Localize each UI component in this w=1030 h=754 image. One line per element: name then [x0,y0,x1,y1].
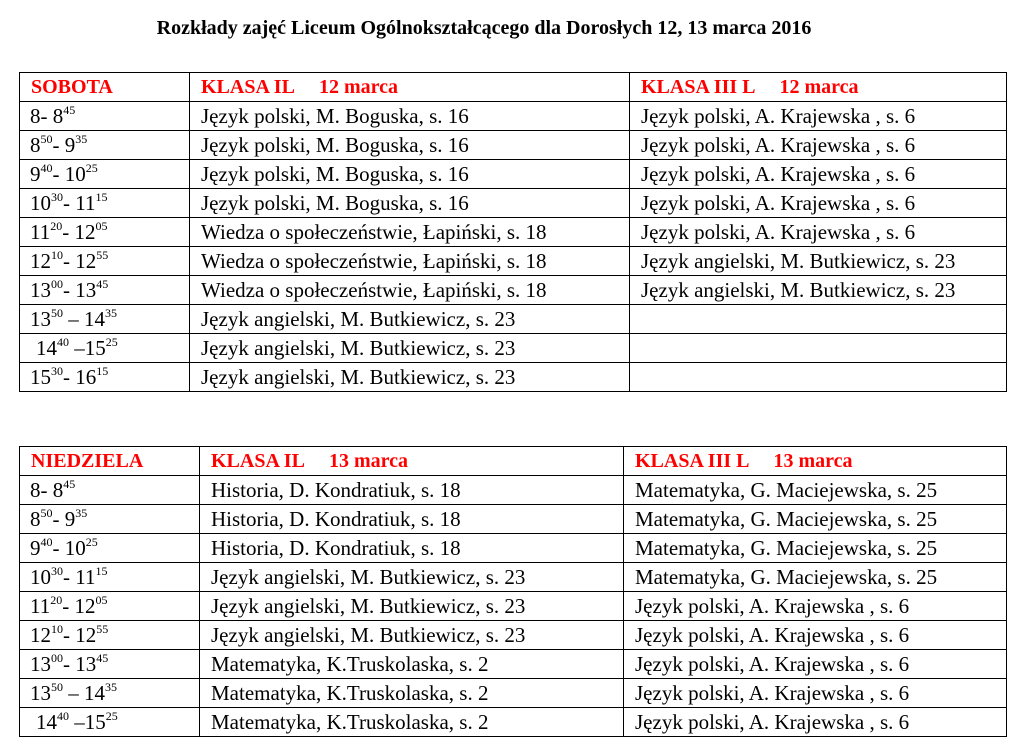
time-end-minutes: 15 [96,364,109,378]
saturday-table-body [20,73,1007,392]
time-end-minutes: 25 [85,161,98,175]
table-header-row [20,447,1007,476]
time-end-hour: –15 [69,710,106,734]
table-row [20,131,1007,160]
class-2-lesson-cell: Język polski, A. Krajewska , s. 6 [624,621,1007,650]
time-start-minutes: 00 [51,651,63,665]
table-row [20,363,1007,392]
class-2-lesson-cell: Język polski, A. Krajewska , s. 6 [630,131,1007,160]
time-end-hour: - 9 [52,133,76,157]
class-2-lesson-cell: Język polski, A. Krajewska , s. 6 [630,218,1007,247]
class-1-lesson-cell: Język polski, M. Boguska, s. 16 [190,160,630,189]
table-row [20,160,1007,189]
day-header: SOBOTA [20,73,190,102]
time-start-hour: 14 [36,710,57,734]
time-start-minutes: 10 [51,248,63,262]
table-row [20,708,1007,737]
time-end-minutes: 45 [96,277,109,291]
time-cell [20,679,200,708]
time-end-minutes: 15 [95,190,108,204]
time-start-hour: 12 [30,249,51,273]
class-2-lesson-cell: Język polski, A. Krajewska , s. 6 [630,102,1007,131]
time-cell [20,189,190,218]
table-row [20,679,1007,708]
time-start-minutes: 50 [40,506,53,520]
time-start-minutes: 50 [51,306,63,320]
time-end-minutes: 55 [96,622,109,636]
table-row [20,218,1007,247]
time-cell [20,363,190,392]
time-cell [20,476,200,505]
table-row [20,476,1007,505]
class-header-2 [630,73,1007,102]
class-1-lesson-cell: Matematyka, K.Truskolaska, s. 2 [200,679,624,708]
time-end-hour: - 16 [63,365,97,389]
class-2-lesson-cell: Język polski, A. Krajewska , s. 6 [630,160,1007,189]
class-header-1 [200,447,624,476]
class-1-lesson-cell: Matematyka, K.Truskolaska, s. 2 [200,708,624,737]
time-end-minutes: 35 [75,506,88,520]
table-row [20,305,1007,334]
time-start-hour: 9 [30,162,41,186]
class-2-lesson-cell [630,363,1007,392]
time-start-minutes: 45 [63,103,76,117]
day-header: NIEDZIELA [20,447,200,476]
class-1-lesson-cell: Wiedza o społeczeństwie, Łapiński, s. 18 [190,218,630,247]
saturday-schedule-table [19,72,1007,392]
time-start-hour: 13 [30,681,51,705]
class-name: KLASA III L [641,76,756,98]
time-cell [20,334,190,363]
class-1-lesson-cell: Język polski, M. Boguska, s. 16 [190,131,630,160]
time-start-minutes: 40 [40,535,53,549]
time-end-minutes: 55 [96,248,109,262]
time-start-hour: 8- 8 [30,478,64,502]
time-start-minutes: 45 [63,477,76,491]
class-date: 13 marca [773,450,853,472]
page-title: Rozkłady zajęć Liceum Ogólnokształcącego dla Dorosłych 12, 13 marca 2016 [156,17,812,39]
time-end-hour: - 9 [52,507,76,531]
table-row [20,247,1007,276]
time-end-minutes: 25 [105,335,118,349]
time-start-minutes: 40 [57,335,69,349]
time-start-minutes: 30 [51,364,63,378]
time-start-hour: 8- 8 [30,104,64,128]
time-cell [20,276,190,305]
class-name: KLASA IL [211,450,305,472]
class-1-lesson-cell: Język angielski, M. Butkiewicz, s. 23 [190,334,630,363]
time-end-hour: – 14 [63,307,105,331]
class-name: KLASA III L [635,450,750,472]
table-row [20,276,1007,305]
class-1-lesson-cell: Język angielski, M. Butkiewicz, s. 23 [190,305,630,334]
time-start-minutes: 20 [50,219,63,233]
time-start-minutes: 20 [50,593,63,607]
table-row [20,534,1007,563]
class-date: 12 marca [318,76,398,98]
time-cell [20,505,200,534]
time-start-hour: 10 [30,565,51,589]
time-cell [20,102,190,131]
class-2-lesson-cell: Język polski, A. Krajewska , s. 6 [630,189,1007,218]
class-header-1 [190,73,630,102]
time-end-minutes: 15 [95,564,108,578]
class-2-lesson-cell: Język angielski, M. Butkiewicz, s. 23 [630,276,1007,305]
time-start-hour: 13 [30,278,51,302]
table-row [20,563,1007,592]
time-start-hour: 13 [30,652,51,676]
class-1-lesson-cell: Matematyka, K.Truskolaska, s. 2 [200,650,624,679]
time-start-minutes: 40 [40,161,53,175]
class-1-lesson-cell: Historia, D. Kondratiuk, s. 18 [200,476,624,505]
table-row [20,621,1007,650]
time-cell [20,621,200,650]
time-end-minutes: 25 [105,709,118,723]
class-1-lesson-cell: Język angielski, M. Butkiewicz, s. 23 [190,363,630,392]
time-cell [20,305,190,334]
class-2-lesson-cell: Matematyka, G. Maciejewska, s. 25 [624,534,1007,563]
class-1-lesson-cell: Język polski, M. Boguska, s. 16 [190,189,630,218]
class-1-lesson-cell: Historia, D. Kondratiuk, s. 18 [200,505,624,534]
time-end-minutes: 05 [95,219,108,233]
class-1-lesson-cell: Język angielski, M. Butkiewicz, s. 23 [200,592,624,621]
table-header-row [20,73,1007,102]
time-end-minutes: 35 [75,132,88,146]
time-end-hour: - 12 [63,249,97,273]
time-end-hour: - 12 [62,220,96,244]
table-row [20,650,1007,679]
class-1-lesson-cell: Historia, D. Kondratiuk, s. 18 [200,534,624,563]
time-end-hour: - 11 [63,565,96,589]
class-2-lesson-cell: Język polski, A. Krajewska , s. 6 [624,592,1007,621]
time-cell [20,534,200,563]
time-end-minutes: 35 [105,680,117,694]
time-start-minutes: 00 [51,277,63,291]
sunday-table-body [20,447,1007,737]
sunday-schedule-table [19,446,1007,737]
class-1-lesson-cell: Język angielski, M. Butkiewicz, s. 23 [200,621,624,650]
time-cell [20,218,190,247]
time-end-hour: –15 [69,336,106,360]
class-date: 13 marca [328,450,408,472]
class-1-lesson-cell: Język angielski, M. Butkiewicz, s. 23 [200,563,624,592]
time-start-hour: 11 [30,220,51,244]
time-start-minutes: 10 [51,622,63,636]
table-row [20,102,1007,131]
class-2-lesson-cell: Język polski, A. Krajewska , s. 6 [624,650,1007,679]
class-2-lesson-cell: Język polski, A. Krajewska , s. 6 [624,708,1007,737]
table-row [20,505,1007,534]
class-2-lesson-cell: Język polski, A. Krajewska , s. 6 [624,679,1007,708]
class-2-lesson-cell: Matematyka, G. Maciejewska, s. 25 [624,505,1007,534]
time-end-hour: - 12 [63,623,97,647]
time-start-hour: 15 [30,365,51,389]
table-row [20,189,1007,218]
time-cell [20,650,200,679]
time-end-hour: - 10 [52,162,86,186]
class-date: 12 marca [779,76,859,98]
time-start-hour: 8 [30,133,41,157]
time-start-hour: 12 [30,623,51,647]
time-start-hour: 9 [30,536,41,560]
time-cell [20,160,190,189]
class-2-lesson-cell: Matematyka, G. Maciejewska, s. 25 [624,563,1007,592]
class-2-lesson-cell: Matematyka, G. Maciejewska, s. 25 [624,476,1007,505]
time-start-hour: 8 [30,507,41,531]
time-end-hour: – 14 [63,681,105,705]
time-end-hour: - 13 [63,278,97,302]
time-end-hour: - 11 [63,191,96,215]
class-name: KLASA IL [201,76,295,98]
time-start-minutes: 30 [51,564,63,578]
time-start-hour: 13 [30,307,51,331]
time-start-hour: 14 [36,336,57,360]
class-2-lesson-cell: Język angielski, M. Butkiewicz, s. 23 [630,247,1007,276]
time-end-hour: - 10 [52,536,86,560]
time-start-minutes: 50 [40,132,53,146]
time-end-hour: - 13 [63,652,97,676]
class-1-lesson-cell: Wiedza o społeczeństwie, Łapiński, s. 18 [190,276,630,305]
time-start-minutes: 30 [51,190,63,204]
time-end-minutes: 25 [85,535,98,549]
time-end-hour: - 12 [62,594,96,618]
time-cell [20,563,200,592]
time-end-minutes: 05 [95,593,108,607]
time-end-minutes: 45 [96,651,109,665]
class-1-lesson-cell: Wiedza o społeczeństwie, Łapiński, s. 18 [190,247,630,276]
time-cell [20,131,190,160]
class-2-lesson-cell [630,305,1007,334]
class-1-lesson-cell: Język polski, M. Boguska, s. 16 [190,102,630,131]
time-start-minutes: 50 [51,680,63,694]
time-cell [20,592,200,621]
time-start-hour: 11 [30,594,51,618]
time-cell [20,708,200,737]
time-start-hour: 10 [30,191,51,215]
time-cell [20,247,190,276]
class-header-2 [624,447,1007,476]
table-row [20,334,1007,363]
time-end-minutes: 35 [105,306,117,320]
table-row [20,592,1007,621]
class-2-lesson-cell [630,334,1007,363]
time-start-minutes: 40 [57,709,69,723]
